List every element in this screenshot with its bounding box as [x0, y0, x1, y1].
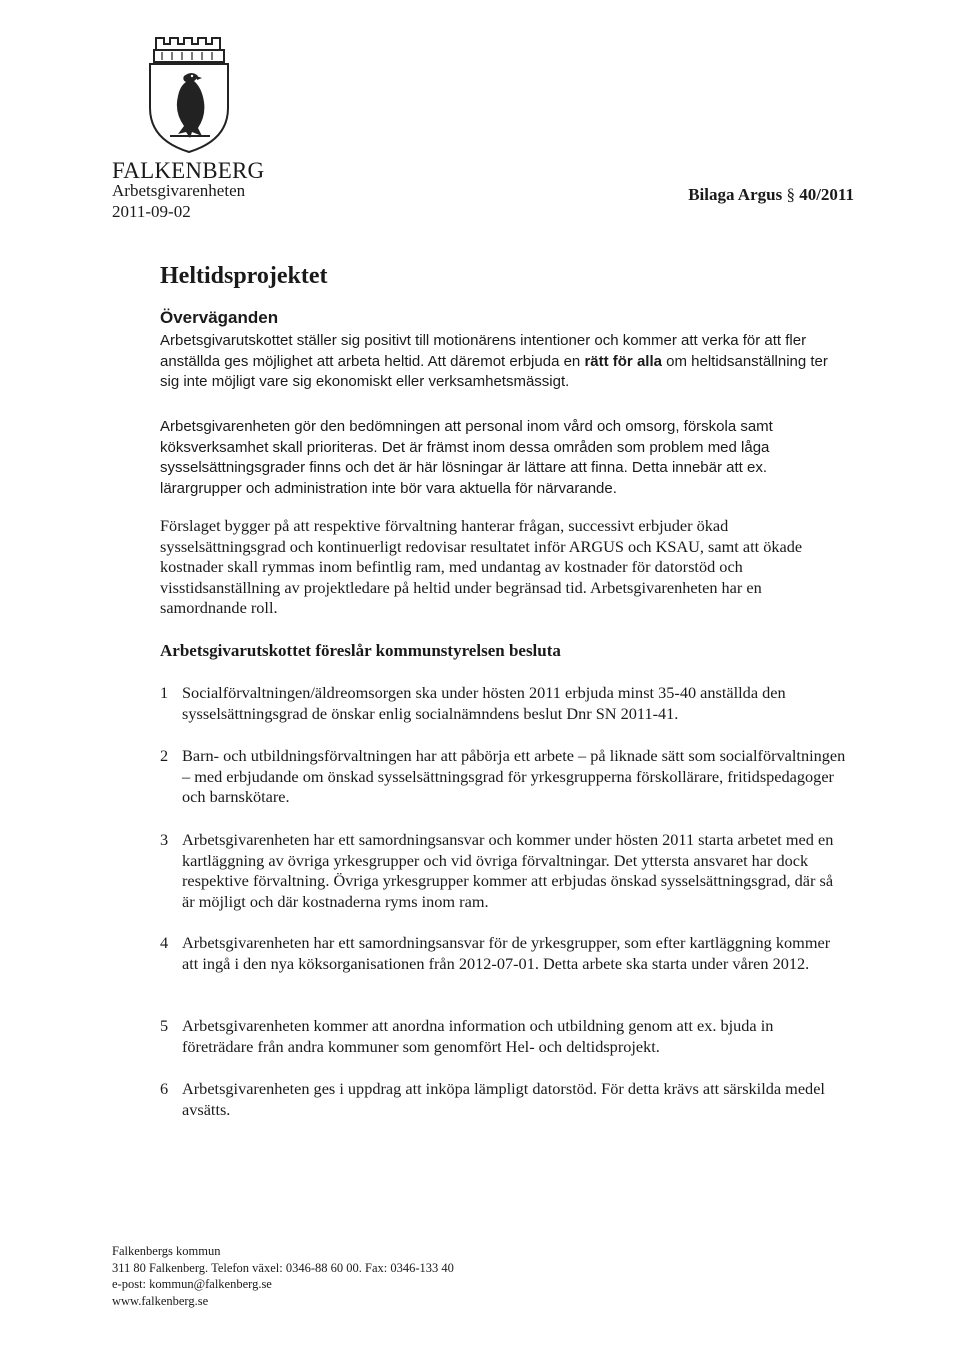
list-text: Socialförvaltningen/äldreomsorgen ska under hösten 2011 erbjuda minst 35-40 anställda den sysselsättningsgrad de önskar enlig socialnämndens beslut Dnr SN 2011-41. — [182, 683, 786, 723]
list-text: Arbetsgivarenheten har ett samordningsansvar och kommer under hösten 2011 starta arbetet med en kartläggning av övriga yrkesgrupper och vid övriga förvaltningar. Det yttersta ansvaret har dock respektive förvaltning. Övriga yrkesgrupper kommer att erbjudas önskad sysselsättningsgrad, där så är möjligt och där kostnaderna ryms inom ram. — [182, 830, 834, 911]
footer-contact — [112, 1243, 454, 1309]
list-text: Barn- och utbildningsförvaltningen har att påbörja ett arbete – på liknade sätt som socialförvaltningen – med erbjudande om önskad sysselsättningsgrad för yrkesgrupperna förskollärare, fritidspedagoger och barnskötare. — [182, 746, 846, 806]
reference-number: 40/2011 — [794, 185, 854, 204]
paragraph-text: Arbetsgivarutskottet ställer sig positivt till motionärens intentioner och kommer att verka för att fler anställda ges möjlighet att arbeta heltid. Att däremot erbjuda en — [160, 332, 807, 370]
list-number: 1 — [160, 683, 169, 702]
footer-website: www.falkenberg.se — [112, 1293, 209, 1308]
list-text: Arbetsgivarenheten ges i uppdrag att inköpa lämpligt datorstöd. För detta krävs att särskilda medel avsätts. — [182, 1079, 825, 1119]
list-number: 2 — [160, 746, 169, 765]
department-name: Arbetsgivarenheten — [112, 181, 246, 200]
paragraph-considerations — [160, 331, 846, 393]
paragraph-priorities: Arbetsgivarenheten gör den bedömningen att personal inom vård och omsorg, förskola samt köksverksamhet skall prioriteras. Det är främst inom dessa områden som problem med låga sysselsättningsgrader finns och det är här lösningar är lättare att finna. Detta innebär att ex. lärargrupper och administration inte bör vara aktuella för närvarande. — [160, 418, 773, 497]
list-number: 5 — [160, 1016, 169, 1035]
footer-org: Falkenbergs kommun — [112, 1244, 221, 1258]
section-heading: Överväganden — [160, 308, 279, 327]
document-title: Heltidsprojektet — [160, 263, 328, 289]
reference-label-text: Bilaga Argus — [688, 185, 787, 204]
paragraph-text: om heltidsanställning ter sig inte möjligt vare sig ekonomiskt eller verksamhetsmässigt. — [160, 352, 828, 390]
list-text: Arbetsgivarenheten har ett samordningsansvar för de yrkesgrupper, som efter kartläggning kommer att ingå i den nya köksorganisationen från 2012-07-01. Detta arbete ska starta under våren 2012. — [182, 933, 831, 973]
paragraph-symbol: § — [786, 185, 795, 204]
list-number: 6 — [160, 1079, 169, 1098]
footer-email: e-post: kommun@falkenberg.se — [112, 1277, 272, 1291]
footer-address: 311 80 Falkenberg. Telefon växel: 0346-88 60 00. Fax: 0346-133 40 — [112, 1260, 454, 1275]
reference-label — [688, 185, 854, 205]
proposal-heading: Arbetsgivarutskottet föreslår kommunstyrelsen besluta — [160, 641, 561, 660]
list-text: Arbetsgivarenheten kommer att anordna information och utbildning genom att ex. bjuda in företrädare från andra kommuner som genomfört Hel- och deltidsprojekt. — [182, 1016, 774, 1056]
organization-name: FALKENBERG — [112, 158, 265, 183]
emphasis-text: rätt för alla — [584, 352, 662, 370]
document-date: 2011-09-02 — [112, 202, 191, 221]
paragraph-proposal: Förslaget bygger på att respektive förvaltning hanterar frågan, successivt erbjuder ökad sysselsättningsgrad och kontinuerligt redovisar resultatet inför ARGUS och KSAU, samt att ökade kostnader skall rymmas inom befintlig ram, med undantag av kostnader för datorstöd och visstidsanställning av projektledare på heltid under begränsad tid. Arbetsgivarenheten har en samordnande roll. — [160, 516, 803, 617]
coat-of-arms-icon — [140, 28, 240, 158]
list-number: 4 — [160, 933, 169, 952]
list-number: 3 — [160, 830, 169, 849]
